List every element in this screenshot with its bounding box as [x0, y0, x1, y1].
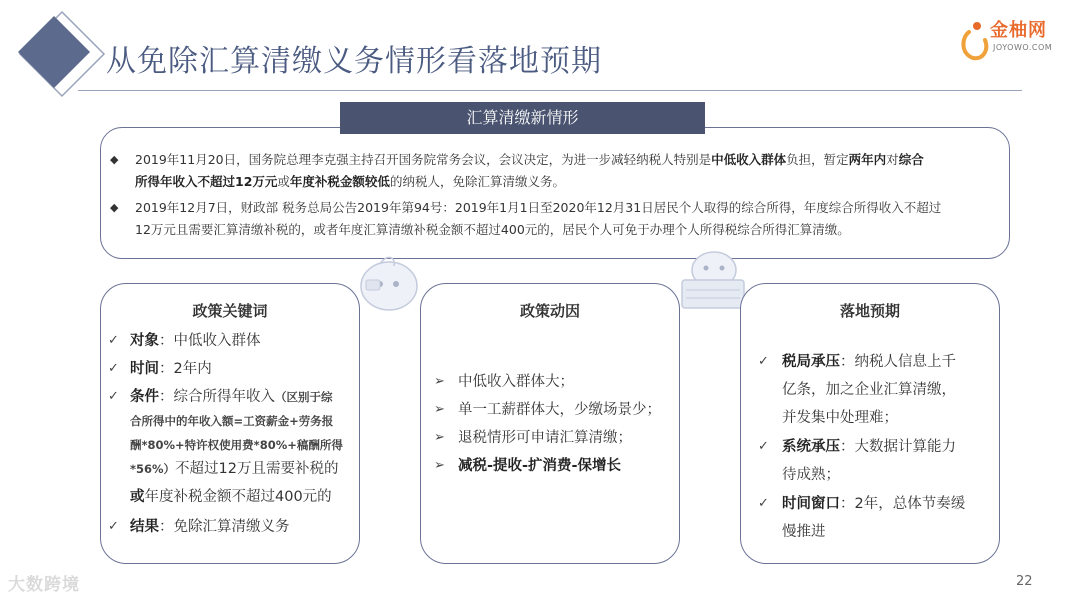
arrow-bullet-icon: ➢ [434, 374, 445, 389]
logo-text: 金柚网 [990, 20, 1047, 41]
motive-item: ➢ 减税-提收-扩消费-保增长 [434, 455, 674, 477]
condition-line-4: *56%）不超过12万且需要补税的 [130, 461, 339, 477]
card-title: 政策动因 [519, 302, 580, 320]
checkmark-icon: ✓ [108, 389, 119, 404]
outlook-text-line: 待成熟； [782, 467, 840, 483]
condition-note-line-2: 合所得中的年收入额=工资薪金+劳务报 [130, 414, 334, 428]
page-title: 从免除汇算清缴义务情形看落地预期 [106, 44, 602, 79]
news-item-1: ◆ 2019年11月20日，国务院总理李克强主持召开国务院常务会议，会议决定，为进一步减轻纳税人特别是中低收入群体负担，暂定两年内对综合 所得年收入不超过12万元或年度补税金额较低的纳税人，免除汇算清缴义务。 [110, 149, 990, 193]
card-title: 政策关键词 [192, 302, 268, 320]
checkmark-icon: ✓ [758, 496, 769, 511]
watermark-text: 大数跨境 [8, 575, 80, 595]
header-diamond-decoration [14, 6, 114, 106]
mascot-left-icon [356, 252, 422, 314]
outlook-item-time-window: ✓ 时间窗口：2年，总体节奏缓 [758, 493, 993, 515]
keyword-result: ✓ 结果：免除汇算清缴义务 [108, 516, 353, 538]
condition-line-5: 或年度补税金额不超过400元的 [130, 489, 332, 505]
checkmark-icon: ✓ [108, 519, 119, 534]
checkmark-icon: ✓ [108, 361, 119, 376]
outlook-item-system: ✓ 系统承压：大数据计算能力 [758, 436, 993, 458]
arrow-bullet-icon: ➢ [434, 402, 445, 417]
news-tag: 汇算清缴新情形 [340, 102, 705, 134]
outlook-item-tax-bureau: ✓ 税局承压：纳税人信息上千 [758, 351, 993, 373]
title-divider [78, 90, 1022, 91]
motive-item: ➢ 退税情形可申请汇算清缴； [434, 427, 674, 449]
checkmark-icon: ✓ [758, 354, 769, 369]
keyword-condition: ✓ 条件：综合所得年收入（区别于综 [108, 386, 353, 408]
page-number: 22 [1016, 574, 1033, 589]
diamond-bullet-icon: ◆ [110, 153, 119, 166]
outlook-text-line: 并发集中处理难； [782, 410, 898, 426]
condition-note-line-3: 酬*80%+特许权使用费*80%+稿酬所得 [130, 438, 343, 452]
checkmark-icon: ✓ [108, 333, 119, 348]
motive-item: ➢ 单一工薪群体大，少缴场景少； [434, 399, 674, 421]
arrow-bullet-icon: ➢ [434, 430, 445, 445]
checkmark-icon: ✓ [758, 439, 769, 454]
keyword-target: ✓ 对象：中低收入群体 [108, 330, 353, 352]
card-title: 落地预期 [839, 302, 900, 320]
card-policy-motives [420, 283, 680, 564]
outlook-text-line: 亿条，加之企业汇算清缴， [782, 382, 956, 398]
outlook-text-line: 慢推进 [782, 524, 826, 540]
logo-subtext: JOYOWO.COM [993, 43, 1053, 52]
arrow-bullet-icon: ➢ [434, 458, 445, 473]
motive-item: ➢ 中低收入群体大； [434, 371, 674, 393]
news-item-2: ◆ 2019年12月7日，财政部 税务总局公告2019年第94号：2019年1月1日至2020年12月31日居民个人取得的综合所得，年度综合所得收入不超过 12万元且需要汇算清缴补税的，或者年度汇算清缴补税金额不超过400元的，居民个人可免于办理个人所得税综合所得汇算清缴。 [110, 197, 990, 241]
keyword-time: ✓ 时间：2年内 [108, 358, 353, 380]
mascot-right-icon [676, 248, 750, 312]
diamond-bullet-icon: ◆ [110, 201, 119, 214]
